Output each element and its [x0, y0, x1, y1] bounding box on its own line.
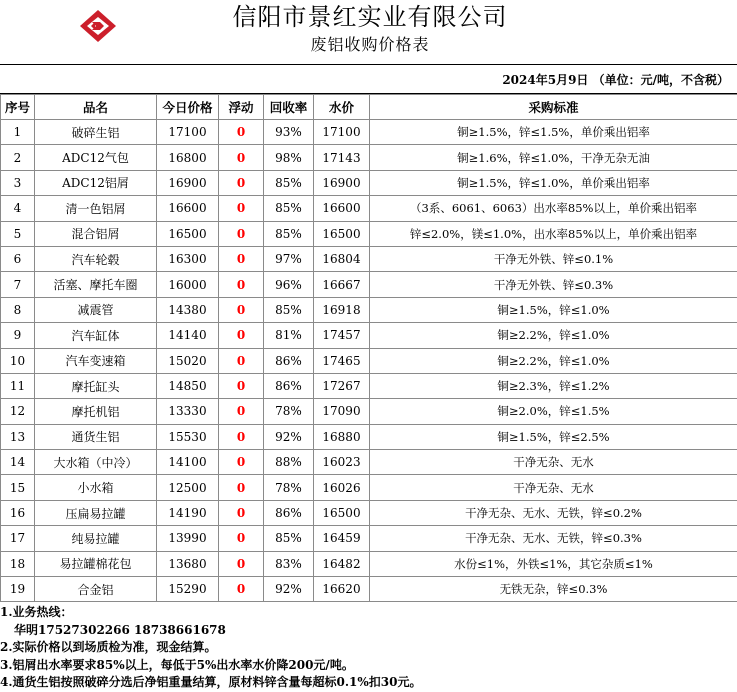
company-logo-icon: [78, 9, 118, 43]
product-name: 纯易拉罐: [35, 526, 157, 551]
water-price: 16459: [314, 526, 370, 551]
purchase-standard: 铜≥2.3%，锌≤1.2%: [370, 373, 737, 398]
purchase-standard: 铜≥2.0%，锌≤1.5%: [370, 399, 737, 424]
purchase-standard: 铜≥1.5%，锌≤2.5%: [370, 424, 737, 449]
purchase-standard: 干净无外铁、锌≤0.1%: [370, 246, 737, 271]
table-row: [1, 475, 737, 500]
table-row: [1, 450, 737, 475]
recovery-rate: 85%: [264, 170, 314, 195]
price-change: 0: [219, 577, 264, 602]
price-change: 0: [219, 246, 264, 271]
product-name: 摩托缸头: [35, 373, 157, 398]
today-price: 17100: [157, 120, 219, 145]
price-change: 0: [219, 475, 264, 500]
today-price: 12500: [157, 475, 219, 500]
column-header-price: 今日价格: [157, 95, 219, 120]
price-change: 0: [219, 348, 264, 373]
column-header-standard: 采购标准: [370, 95, 737, 120]
price-change: 0: [219, 450, 264, 475]
price-change: 0: [219, 196, 264, 221]
product-name: 清一色铝屑: [35, 196, 157, 221]
product-name: 大水箱（中冷）: [35, 450, 157, 475]
purchase-standard: 铜≥2.2%，锌≤1.0%: [370, 348, 737, 373]
price-change: 0: [219, 373, 264, 398]
price-change: 0: [219, 323, 264, 348]
row-number: 19: [1, 577, 35, 602]
price-change: 0: [219, 526, 264, 551]
recovery-rate: 92%: [264, 577, 314, 602]
recovery-rate: 83%: [264, 551, 314, 576]
today-price: 14100: [157, 450, 219, 475]
water-price: 17267: [314, 373, 370, 398]
company-name: 信阳市景红实业有限公司: [232, 3, 508, 31]
water-price: 16804: [314, 246, 370, 271]
recovery-rate: 81%: [264, 323, 314, 348]
row-number: 13: [1, 424, 35, 449]
table-row: [1, 500, 737, 525]
today-price: 14140: [157, 323, 219, 348]
recovery-rate: 97%: [264, 246, 314, 271]
today-price: 15020: [157, 348, 219, 373]
row-number: 4: [1, 196, 35, 221]
price-change: 0: [219, 297, 264, 322]
recovery-rate: 86%: [264, 348, 314, 373]
purchase-standard: 锌≤2.0%，镁≤1.0%，出水率85%以上，单价乘出铝率: [370, 221, 737, 246]
product-name: 减震管: [35, 297, 157, 322]
purchase-standard: 无铁无杂，锌≤0.3%: [370, 577, 737, 602]
product-name: 压扁易拉罐: [35, 500, 157, 525]
table-row: [1, 348, 737, 373]
product-name: 易拉罐棉花包: [35, 551, 157, 576]
row-number: 15: [1, 475, 35, 500]
table-row: [1, 424, 737, 449]
row-number: 11: [1, 373, 35, 398]
recovery-rate: 86%: [264, 500, 314, 525]
water-price: 17090: [314, 399, 370, 424]
price-table: [0, 94, 737, 602]
price-change: 0: [219, 399, 264, 424]
recovery-rate: 88%: [264, 450, 314, 475]
row-number: 14: [1, 450, 35, 475]
row-number: 2: [1, 145, 35, 170]
water-price: 16026: [314, 475, 370, 500]
recovery-rate: 93%: [264, 120, 314, 145]
hotline-label: 1.业务热线：: [0, 605, 73, 619]
row-number: 18: [1, 551, 35, 576]
purchase-standard: 水份≤1%，外铁≤1%，其它杂质≤1%: [370, 551, 737, 576]
row-number: 10: [1, 348, 35, 373]
hotline-numbers: 华明17527302266 18738661678: [14, 622, 226, 637]
note-raw-aluminum: 4.通货生铝按照破碎分选后净铝重量结算，原材料锌含量每超标0.1%扣30元。: [0, 675, 422, 689]
water-price: 16600: [314, 196, 370, 221]
price-change: 0: [219, 221, 264, 246]
today-price: 14190: [157, 500, 219, 525]
recovery-rate: 85%: [264, 221, 314, 246]
today-price: 16000: [157, 272, 219, 297]
column-header-water: 水价: [314, 95, 370, 120]
purchase-standard: 铜≥1.5%，锌≤1.0%，单价乘出铝率: [370, 170, 737, 195]
price-change: 0: [219, 272, 264, 297]
water-price: 17457: [314, 323, 370, 348]
today-price: 13990: [157, 526, 219, 551]
footer-notes: [0, 604, 737, 692]
table-row: [1, 120, 737, 145]
table-row: [1, 577, 737, 602]
note-price: 2.实际价格以到场质检为准，现金结算。: [0, 640, 217, 654]
product-name: 汽车轮毂: [35, 246, 157, 271]
row-number: 9: [1, 323, 35, 348]
purchase-standard: 铜≥1.5%，锌≤1.5%，单价乘出铝率: [370, 120, 737, 145]
date-unit-line: [0, 64, 737, 94]
purchase-standard: 干净无杂、无水: [370, 475, 737, 500]
today-price: 16300: [157, 246, 219, 271]
column-header-no: 序号: [1, 95, 35, 120]
price-change: 0: [219, 424, 264, 449]
column-header-float: 浮动: [219, 95, 264, 120]
recovery-rate: 85%: [264, 526, 314, 551]
table-row: [1, 221, 737, 246]
table-row: [1, 297, 737, 322]
purchase-standard: 干净无杂、无水: [370, 450, 737, 475]
table-row: [1, 246, 737, 271]
today-price: 14850: [157, 373, 219, 398]
product-name: 活塞、摩托车圈: [35, 272, 157, 297]
recovery-rate: 86%: [264, 373, 314, 398]
table-header-row: [1, 95, 737, 120]
table-row: [1, 526, 737, 551]
product-name: 合金铝: [35, 577, 157, 602]
table-row: [1, 196, 737, 221]
today-price: 15290: [157, 577, 219, 602]
table-row: [1, 145, 737, 170]
today-price: 16500: [157, 221, 219, 246]
product-name: ADC12气包: [35, 145, 157, 170]
today-price: 16800: [157, 145, 219, 170]
row-number: 17: [1, 526, 35, 551]
row-number: 3: [1, 170, 35, 195]
today-price: 16600: [157, 196, 219, 221]
water-price: 17100: [314, 120, 370, 145]
product-name: 破碎生铝: [35, 120, 157, 145]
page-title: 废铝收购价格表: [310, 35, 430, 54]
table-row: [1, 272, 737, 297]
product-name: 摩托机铝: [35, 399, 157, 424]
purchase-standard: 干净无杂、无水、无铁，锌≤0.2%: [370, 500, 737, 525]
row-number: 7: [1, 272, 35, 297]
recovery-rate: 85%: [264, 297, 314, 322]
water-price: 17465: [314, 348, 370, 373]
product-name: 汽车变速箱: [35, 348, 157, 373]
row-number: 5: [1, 221, 35, 246]
date-unit-text: 2024年5月9日 （单位：元/吨，不含税）: [502, 73, 729, 87]
purchase-standard: 铜≥1.6%，锌≤1.0%，干净无杂无油: [370, 145, 737, 170]
water-price: 16620: [314, 577, 370, 602]
price-change: 0: [219, 170, 264, 195]
today-price: 14380: [157, 297, 219, 322]
price-change: 0: [219, 500, 264, 525]
today-price: 16900: [157, 170, 219, 195]
water-price: 16500: [314, 500, 370, 525]
product-name: 汽车缸体: [35, 323, 157, 348]
header: [0, 0, 737, 64]
table-row: [1, 323, 737, 348]
table-row: [1, 399, 737, 424]
table-row: [1, 551, 737, 576]
product-name: 小水箱: [35, 475, 157, 500]
column-header-name: 品名: [35, 95, 157, 120]
row-number: 1: [1, 120, 35, 145]
recovery-rate: 98%: [264, 145, 314, 170]
recovery-rate: 85%: [264, 196, 314, 221]
recovery-rate: 78%: [264, 475, 314, 500]
price-change: 0: [219, 120, 264, 145]
water-price: 16023: [314, 450, 370, 475]
purchase-standard: 铜≥2.2%，锌≤1.0%: [370, 323, 737, 348]
water-price: 16667: [314, 272, 370, 297]
product-name: 混合铝屑: [35, 221, 157, 246]
recovery-rate: 78%: [264, 399, 314, 424]
column-header-rate: 回收率: [264, 95, 314, 120]
product-name: ADC12铝屑: [35, 170, 157, 195]
purchase-standard: 干净无外铁、锌≤0.3%: [370, 272, 737, 297]
row-number: 8: [1, 297, 35, 322]
purchase-standard: 干净无杂、无水、无铁，锌≤0.3%: [370, 526, 737, 551]
table-row: [1, 373, 737, 398]
water-price: 16482: [314, 551, 370, 576]
purchase-standard: 铜≥1.5%，锌≤1.0%: [370, 297, 737, 322]
water-price: 16900: [314, 170, 370, 195]
water-price: 17143: [314, 145, 370, 170]
row-number: 16: [1, 500, 35, 525]
recovery-rate: 96%: [264, 272, 314, 297]
row-number: 6: [1, 246, 35, 271]
today-price: 13330: [157, 399, 219, 424]
recovery-rate: 92%: [264, 424, 314, 449]
today-price: 13680: [157, 551, 219, 576]
price-change: 0: [219, 551, 264, 576]
table-row: [1, 170, 737, 195]
water-price: 16918: [314, 297, 370, 322]
purchase-standard: （3系、6061、6063）出水率85%以上，单价乘出铝率: [370, 196, 737, 221]
product-name: 通货生铝: [35, 424, 157, 449]
today-price: 15530: [157, 424, 219, 449]
water-price: 16500: [314, 221, 370, 246]
note-chips: 3.铝屑出水率要求85%以上，每低于5%出水率水价降200元/吨。: [0, 657, 354, 672]
price-change: 0: [219, 145, 264, 170]
water-price: 16880: [314, 424, 370, 449]
row-number: 12: [1, 399, 35, 424]
